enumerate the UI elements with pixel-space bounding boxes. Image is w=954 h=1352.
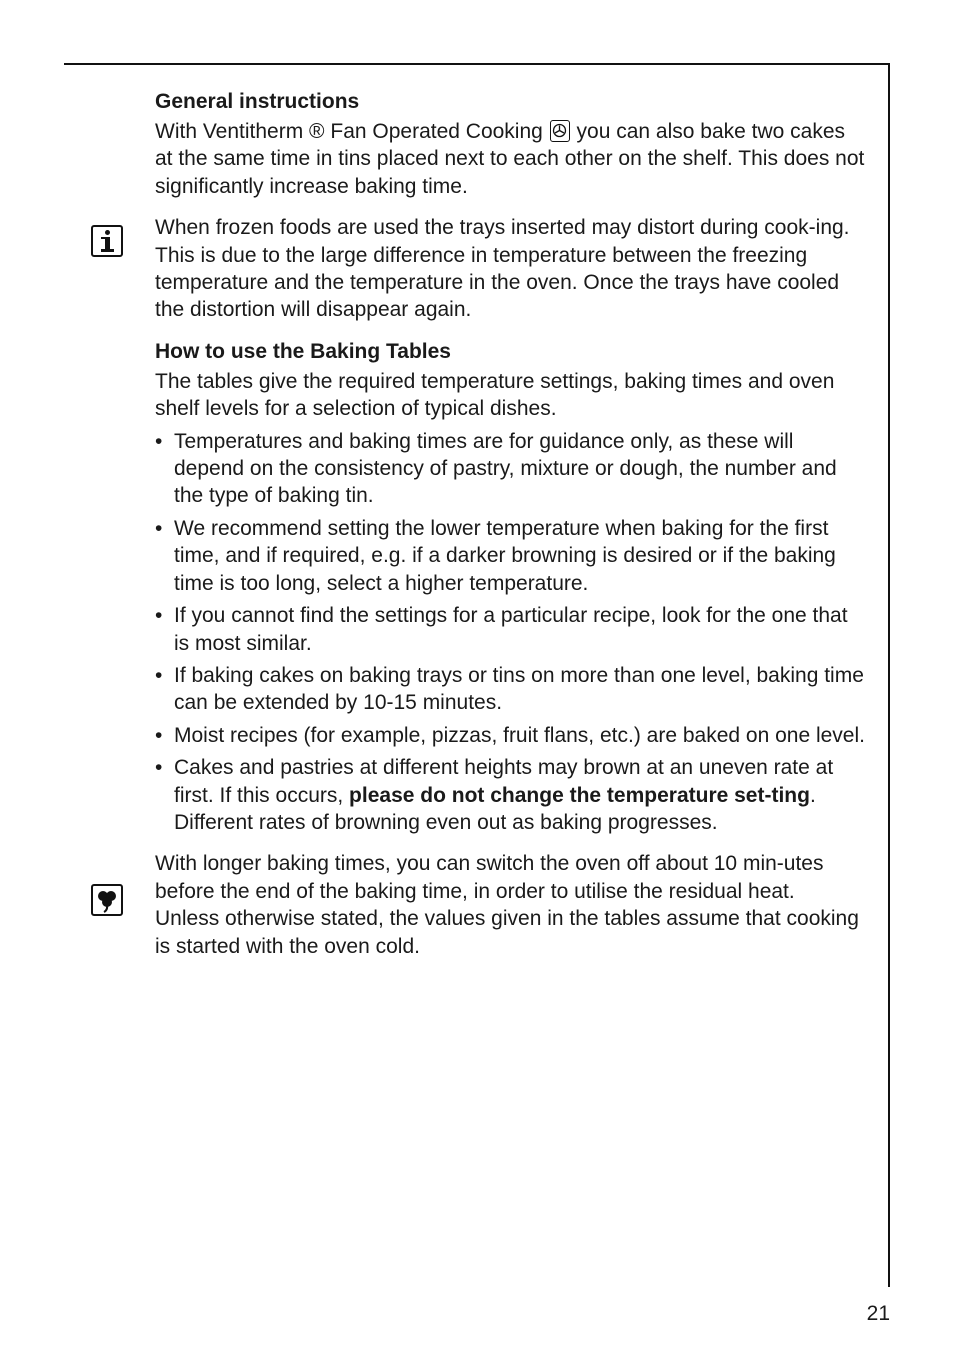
list-item: • If you cannot find the settings for a particular recipe, look for the one that is most similar. bbox=[155, 604, 848, 655]
list-item: • Cakes and pastries at different heights may brown at an uneven rate at first. If this occurs, please do not change the temperature set-ting. Different rates of browning even out as baking progresses. bbox=[155, 756, 834, 834]
baking-tables-heading: How to use the Baking Tables bbox=[155, 339, 451, 363]
baking-tables-section bbox=[155, 338, 867, 837]
page-content bbox=[155, 88, 867, 960]
eco-note bbox=[155, 850, 867, 960]
info-icon bbox=[91, 225, 123, 257]
list-item: • If baking cakes on baking trays or tins on more than one level, baking time can be extended by 10-15 minutes. bbox=[155, 663, 864, 715]
cloverleaf-icon bbox=[91, 884, 123, 916]
page-number: 21 bbox=[866, 1302, 890, 1325]
general-instructions-paragraph: With Ventitherm ® Fan Operated Cooking you can also bake two cakes at the same time in tins placed next to each other on the shelf. This does not significantly increase baking time. bbox=[155, 120, 865, 198]
top-rule bbox=[64, 63, 890, 65]
list-item: • Temperatures and baking times are for guidance only, as these will depend on the consistency of pastry, mixture or dough, the number and the type of baking tin. bbox=[155, 429, 837, 508]
right-margin-rule bbox=[888, 63, 890, 1287]
general-instructions-heading: General instructions bbox=[155, 90, 360, 113]
info-note bbox=[155, 214, 867, 324]
baking-tips-list bbox=[155, 428, 867, 837]
list-item: • We recommend setting the lower temperature when baking for the first time, and if required, e.g. if a darker browning is desired or if the baking time is too long, select a higher temperature. bbox=[155, 516, 836, 595]
eco-note-text: With longer baking times, you can switch the oven off about 10 min-utes before the end of the baking time, in order to utilise the residual heat. bbox=[155, 852, 824, 903]
fan-oven-icon bbox=[550, 120, 570, 142]
info-note-text: When frozen foods are used the trays inserted may distort during cook-ing. This is due to the large difference in temperature between the freezing temperature and the temperature in the oven. Once the trays have cooled the distortion will disappear again. bbox=[155, 216, 850, 322]
general-instructions-section bbox=[155, 88, 867, 200]
baking-tables-intro: The tables give the required temperature settings, baking times and oven shelf levels for a selection of typical dishes. bbox=[155, 369, 835, 421]
list-item: • Moist recipes (for example, pizzas, fruit flans, etc.) are baked on one level. bbox=[155, 723, 865, 747]
eco-note-text-2: Unless otherwise stated, the values given in the tables assume that cooking is started with the oven cold. bbox=[155, 907, 859, 958]
